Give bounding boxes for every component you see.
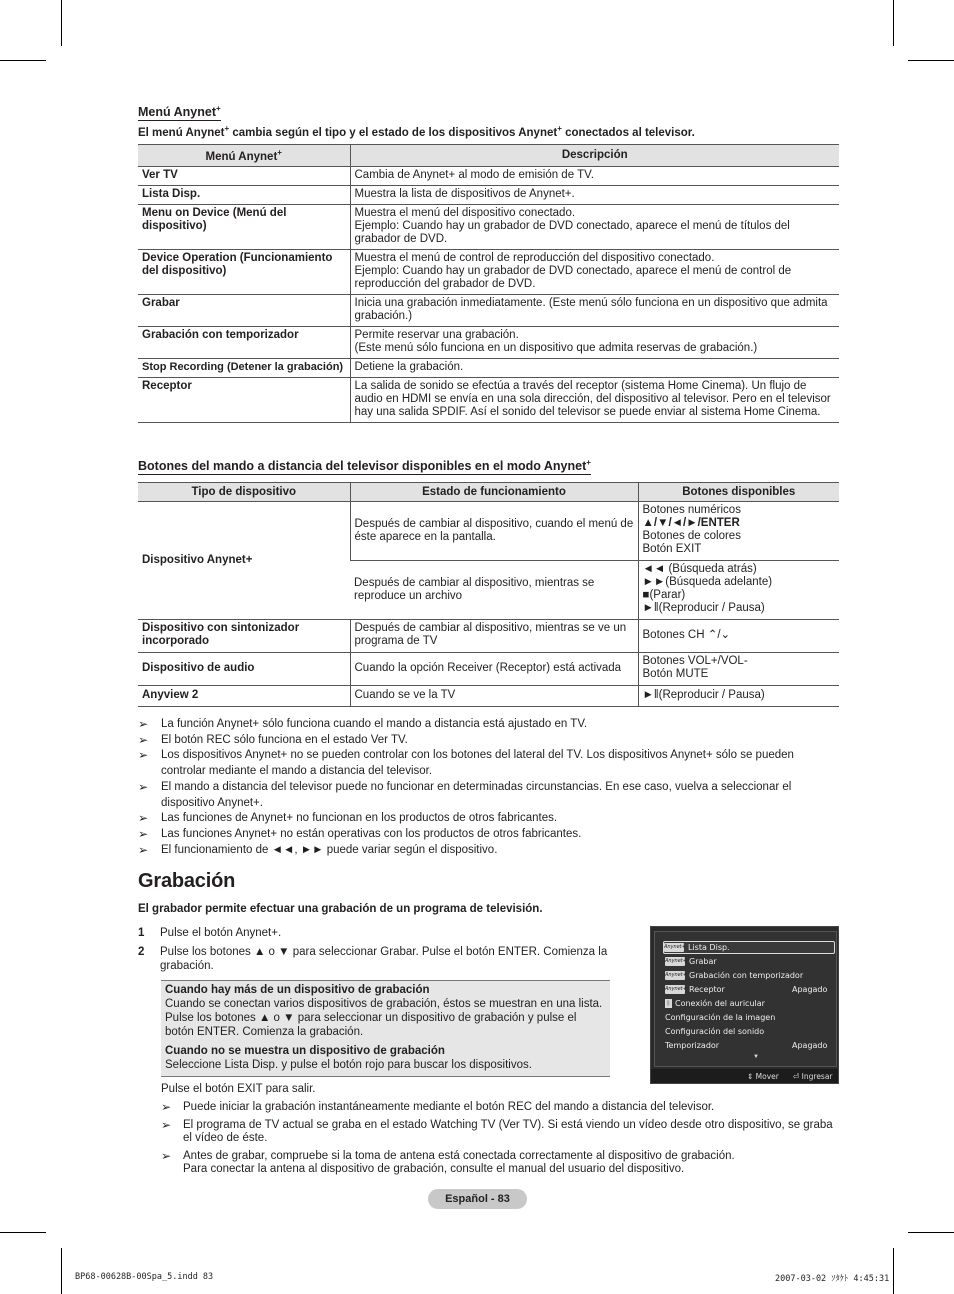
device-type-cell: Dispositivo de audio: [138, 653, 350, 686]
anynet-logo-icon: Anynet+: [665, 986, 687, 992]
osd-menu-item-receptor[interactable]: [665, 983, 835, 996]
table-row: [138, 249, 839, 294]
col-header-buttons: Botones disponibles: [638, 483, 839, 502]
box-text: Seleccione Lista Disp. y pulse el botón rojo para buscar los dispositivos.: [165, 1059, 532, 1071]
buttons-cell: ►‖(Reproducir / Pausa): [638, 686, 839, 707]
buttons-cell: [638, 653, 839, 686]
info-box: [161, 980, 610, 1077]
timestamp-slug: 2007-03-02 ｿﾀｹﾄ 4:45:31: [775, 1274, 890, 1284]
osd-item-label: Grabar: [689, 957, 717, 966]
description-cell: Inicia una grabación inmediatamente. (Este menú sólo funciona en un dispositivo que admita grabación.): [350, 294, 839, 326]
crop-mark: [0, 1232, 46, 1233]
button-list-item: Botones de colores: [642, 530, 741, 542]
note-item: ➢ Las funciones Anynet+ no están operativas con los productos de otros fabricantes.: [138, 827, 838, 843]
osd-item-label: Temporizador: [665, 1041, 720, 1050]
osd-item-label: Grabación con temporizador: [689, 971, 804, 980]
crop-mark: [0, 60, 46, 61]
table-row: [138, 502, 839, 561]
osd-menu-item-conexion-auricular[interactable]: [665, 997, 835, 1010]
anynet-menu-heading: Menú Anynet+: [138, 104, 221, 120]
step-number: 1: [138, 927, 145, 939]
crop-mark: [908, 60, 954, 61]
menu-item-cell: Grabación con temporizador: [138, 326, 350, 358]
osd-item-label: Configuración del sonido: [665, 1027, 765, 1036]
osd-item-label: Configuración de la imagen: [665, 1013, 776, 1022]
step-text: Pulse el botón Anynet+.: [160, 927, 282, 939]
crop-mark: [61, 0, 62, 46]
description-cell: Muestra la lista de dispositivos de Anynet+.: [350, 185, 839, 204]
menu-item-cell: Stop Recording (Detener la grabación): [138, 358, 350, 377]
table-row: [138, 377, 839, 422]
note-item: ➢ El funcionamiento de ◄◄, ►► puede variar según el dispositivo.: [138, 843, 838, 859]
anynet-menu-table: [138, 144, 839, 423]
note-item: ➢ El mando a distancia del televisor puede no funcionar en determinadas circunstancias. En ese caso, vuelva a seleccionar el dispositivo Anynet+.: [138, 780, 838, 811]
step-item: [138, 926, 618, 940]
table-row: [138, 204, 839, 249]
osd-item-value: Apagado: [792, 985, 828, 994]
anynet-menu-subtitle: El menú Anynet+ cambia según el tipo y el estado de los dispositivos Anynet+ conectados al televisor.: [138, 124, 695, 139]
menu-item-cell: Device Operation (Funcionamiento del dispositivo): [138, 249, 350, 294]
remote-buttons-table: [138, 482, 839, 707]
buttons-cell: Botones CH ⌃/⌄: [638, 620, 839, 653]
description-cell: Detiene la grabación.: [350, 358, 839, 377]
file-slug: BP68-00628B-00Spa_5.indd 83: [75, 1272, 214, 1282]
steps-list: [138, 926, 618, 978]
osd-menu-item-config-imagen[interactable]: [665, 1011, 835, 1024]
note-item: ➢ Antes de grabar, compruebe si la toma de antena está conectada correctamente al dispositivo de grabación. Para conectar la antena al dispositivo de grabación, consulte el manual del usuario del dispositivo.: [161, 1150, 841, 1177]
osd-item-label: Conexión del auricular: [675, 999, 765, 1008]
remote-buttons-heading: Botones del mando a distancia del televisor disponibles en el modo Anynet+: [138, 458, 591, 474]
buttons-cell: [638, 502, 839, 561]
note-item: ➢ La función Anynet+ sólo funciona cuando el mando a distancia está ajustado en TV.: [138, 717, 838, 733]
page-number-badge: Español - 83: [428, 1189, 527, 1209]
description-cell: Muestra el menú del dispositivo conectado. Ejemplo: Cuando hay un grabador de DVD conectado, aparece el menú de títulos del grabador de DVD.: [350, 204, 839, 249]
osd-menu-item-grabacion-temporizador[interactable]: [665, 969, 835, 982]
note-item: ➢ Las funciones de Anynet+ no funcionan en los productos de otros fabricantes.: [138, 811, 838, 827]
osd-footer: [651, 1069, 838, 1083]
menu-item-cell: Menu on Device (Menú del dispositivo): [138, 204, 350, 249]
page-title: Grabación: [138, 870, 236, 892]
table-row: [138, 620, 839, 653]
description-cell: Cambia de Anynet+ al modo de emisión de TV.: [350, 166, 839, 185]
osd-item-label: Lista Disp.: [688, 943, 730, 952]
button-list-item: Botón EXIT: [642, 543, 702, 555]
grabacion-intro: El grabador permite efectuar una grabación de un programa de televisión.: [138, 903, 543, 915]
menu-item-cell: Grabar: [138, 294, 350, 326]
box-title: Cuando hay más de un dispositivo de grabación: [165, 984, 430, 996]
crop-mark: [61, 1248, 62, 1294]
enter-hint: ⏎ Ingresar: [793, 1072, 833, 1081]
description-cell: Muestra el menú de control de reproducción del dispositivo conectado. Ejemplo: Cuando hay un grabador de DVD conectado, aparece el menú de control de reproducción del grabador de DVD.: [350, 249, 839, 294]
osd-item-value: Apagado: [792, 1041, 828, 1050]
menu-item-cell: Lista Disp.: [138, 185, 350, 204]
table-row: [138, 294, 839, 326]
step-item: [138, 945, 618, 973]
anynet-logo-icon: Anynet+: [664, 944, 686, 950]
osd-menu-item-lista-disp[interactable]: [663, 941, 835, 954]
scroll-down-icon: ▼: [753, 1054, 759, 1060]
note-item: ➢ El programa de TV actual se graba en el estado Watching TV (Ver TV). Si está viendo un vídeo desde otro dispositivo, se graba el vídeo de éste.: [161, 1119, 841, 1146]
button-list-item: Botones numéricos: [642, 504, 741, 516]
osd-menu-item-grabar[interactable]: [665, 955, 835, 968]
description-cell: Permite reservar una grabación. (Este menú sólo funciona en un dispositivo que admita reservas de grabación.): [350, 326, 839, 358]
exit-instruction: Pulse el botón EXIT para salir.: [161, 1083, 316, 1095]
osd-menu-item-config-sonido[interactable]: [665, 1025, 835, 1038]
table-row: [138, 686, 839, 707]
device-type-cell: Dispositivo con sintonizador incorporado: [138, 620, 350, 653]
table-row: [138, 166, 839, 185]
crop-mark: [893, 1248, 894, 1294]
menu-item-cell: Receptor: [138, 377, 350, 422]
state-cell: Después de cambiar al dispositivo, cuando el menú de éste aparece en la pantalla.: [350, 502, 638, 561]
anynet-logo-icon: Anynet+: [665, 958, 687, 964]
move-hint: ⇕ Mover: [747, 1072, 779, 1081]
step-number: 2: [138, 946, 145, 958]
anynet-notes: [138, 717, 838, 858]
button-list-item: ◄◄ (Búsqueda atrás): [642, 563, 757, 575]
note-item: ➢ El botón REC sólo funciona en el estado Ver TV.: [138, 733, 838, 749]
button-list-item: ►‖(Reproducir / Pausa): [642, 602, 765, 614]
col-header-menu: Menú Anynet+: [138, 145, 350, 167]
button-list-item: Botón MUTE: [642, 668, 709, 680]
crop-mark: [893, 0, 894, 46]
anynet-logo-icon: Anynet+: [665, 972, 687, 978]
button-list-item: ►►(Búsqueda adelante): [642, 576, 773, 588]
grabacion-notes: [161, 1101, 841, 1181]
osd-menu-panel: [654, 931, 837, 1067]
table-row: [138, 326, 839, 358]
box-title: Cuando no se muestra un dispositivo de grabación: [165, 1045, 445, 1057]
buttons-cell: [638, 561, 839, 620]
note-item: ➢ Puede iniciar la grabación instantáneamente mediante el botón REC del mando a distancia del televisor.: [161, 1101, 841, 1115]
table-row: [138, 653, 839, 686]
device-type-cell: Dispositivo Anynet+: [138, 502, 350, 620]
description-cell: La salida de sonido se efectúa a través del receptor (sistema Home Cinema). Un flujo de audio en HDMI se envía en una sola dirección, del dispositivo al televisor. Pero en el televisor hay una salida SPDIF. Así el sonido del televisor se puede enviar al sistema Home Cinema.: [350, 377, 839, 422]
button-list-item: ■(Parar): [642, 589, 686, 601]
menu-item-cell: Ver TV: [138, 166, 350, 185]
note-item: ➢ Los dispositivos Anynet+ no se pueden controlar con los botones del lateral del TV. Los dispositivos Anynet+ sólo se pueden controlar mediante el mando a distancia del televisor.: [138, 748, 838, 779]
state-cell: Después de cambiar al dispositivo, mientras se ve un programa de TV: [350, 620, 638, 653]
col-header-device-type: Tipo de dispositivo: [138, 483, 350, 502]
state-cell: Después de cambiar al dispositivo, mientras se reproduce un archivo: [350, 561, 638, 620]
device-type-cell: Anyview 2: [138, 686, 350, 707]
bluetooth-icon: ᛒ: [666, 1000, 671, 1007]
osd-menu-item-temporizador[interactable]: [665, 1039, 835, 1052]
col-header-description: Descripción: [350, 145, 839, 167]
osd-item-label: Receptor: [689, 985, 725, 994]
crop-mark: [908, 1232, 954, 1233]
tv-osd-screenshot: [650, 926, 839, 1084]
col-header-state: Estado de funcionamiento: [350, 483, 638, 502]
state-cell: Cuando la opción Receiver (Receptor) está activada: [350, 653, 638, 686]
button-list-item: ▲/▼/◄/►/ENTER: [642, 517, 740, 529]
button-list-item: Botones VOL+/VOL-: [642, 655, 748, 667]
box-text: Cuando se conectan varios dispositivos de grabación, éstos se muestran en una lista. Pulse los botones ▲ o ▼ para seleccionar un dispositivo de grabación y pulse el botón ENTER. Comienza la grabación.: [165, 998, 603, 1038]
table-row: [138, 185, 839, 204]
table-row: [138, 358, 839, 377]
step-text: Pulse los botones ▲ o ▼ para seleccionar Grabar. Pulse el botón ENTER. Comienza la grabación.: [160, 946, 608, 972]
state-cell: Cuando se ve la TV: [350, 686, 638, 707]
